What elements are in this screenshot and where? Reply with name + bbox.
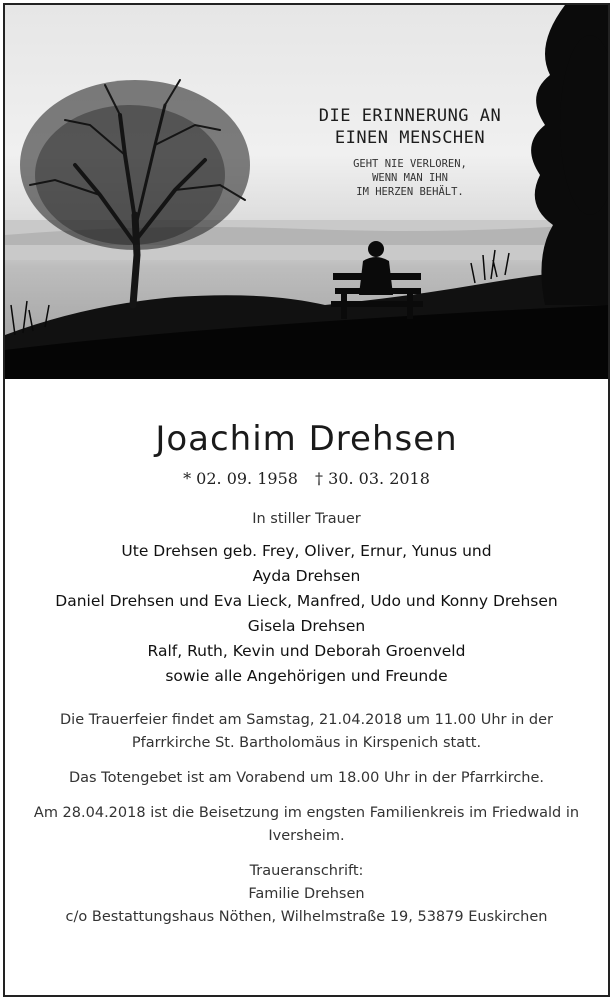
memorial-photo xyxy=(5,5,608,379)
mourners-list xyxy=(5,539,608,689)
mourner-line: Ralf, Ruth, Kevin und Deborah Groenveld xyxy=(147,642,466,660)
mourner-line: Daniel Drehsen und Eva Lieck, Manfred, Udo und Konny Drehsen xyxy=(55,592,558,610)
quote-line-3: GEHT NIE VERLOREN, xyxy=(353,158,467,170)
obituary-text xyxy=(5,379,608,929)
funeral-notices xyxy=(5,709,608,848)
deceased-name: Joachim Drehsen xyxy=(155,419,458,459)
quote-line-5: IM HERZEN BEHÄLT. xyxy=(356,186,464,198)
mourning-intro: In stiller Trauer xyxy=(252,511,361,527)
mourner-line: Gisela Drehsen xyxy=(247,617,366,635)
notice-burial: Am 28.04.2018 ist die Beisetzung im engsten Familienkreis im Friedwald in Iversheim. xyxy=(33,805,580,844)
obituary-frame xyxy=(3,3,610,997)
mourner-line: Ute Drehsen geb. Frey, Oliver, Ernur, Yunus und xyxy=(121,542,492,560)
quote-line-1: DIE ERINNERUNG AN xyxy=(318,106,502,126)
notice-prayer: Das Totengebet ist am Vorabend um 18.00 Uhr in der Pfarrkirche. xyxy=(68,770,545,786)
quote-line-4: WENN MAN IHN xyxy=(372,172,448,184)
life-dates xyxy=(5,469,608,488)
memorial-quote xyxy=(305,105,515,199)
birth-date: * 02. 09. 1958 xyxy=(183,469,298,488)
address-street: c/o Bestattungshaus Nöthen, Wilhelmstraße 19, 53879 Euskirchen xyxy=(65,909,548,925)
quote-line-2: EINEN MENSCHEN xyxy=(334,128,486,148)
mourning-address xyxy=(5,860,608,929)
death-date: † 30. 03. 2018 xyxy=(315,469,430,488)
mourner-line: sowie alle Angehörigen und Freunde xyxy=(165,667,448,685)
address-name: Familie Drehsen xyxy=(248,886,365,902)
notice-ceremony: Die Trauerfeier findet am Samstag, 21.04.2018 um 11.00 Uhr in der Pfarrkirche St. Bartholomäus in Kirspenich statt. xyxy=(60,712,553,751)
mourner-line: Ayda Drehsen xyxy=(252,567,361,585)
address-label: Traueranschrift: xyxy=(249,863,364,879)
